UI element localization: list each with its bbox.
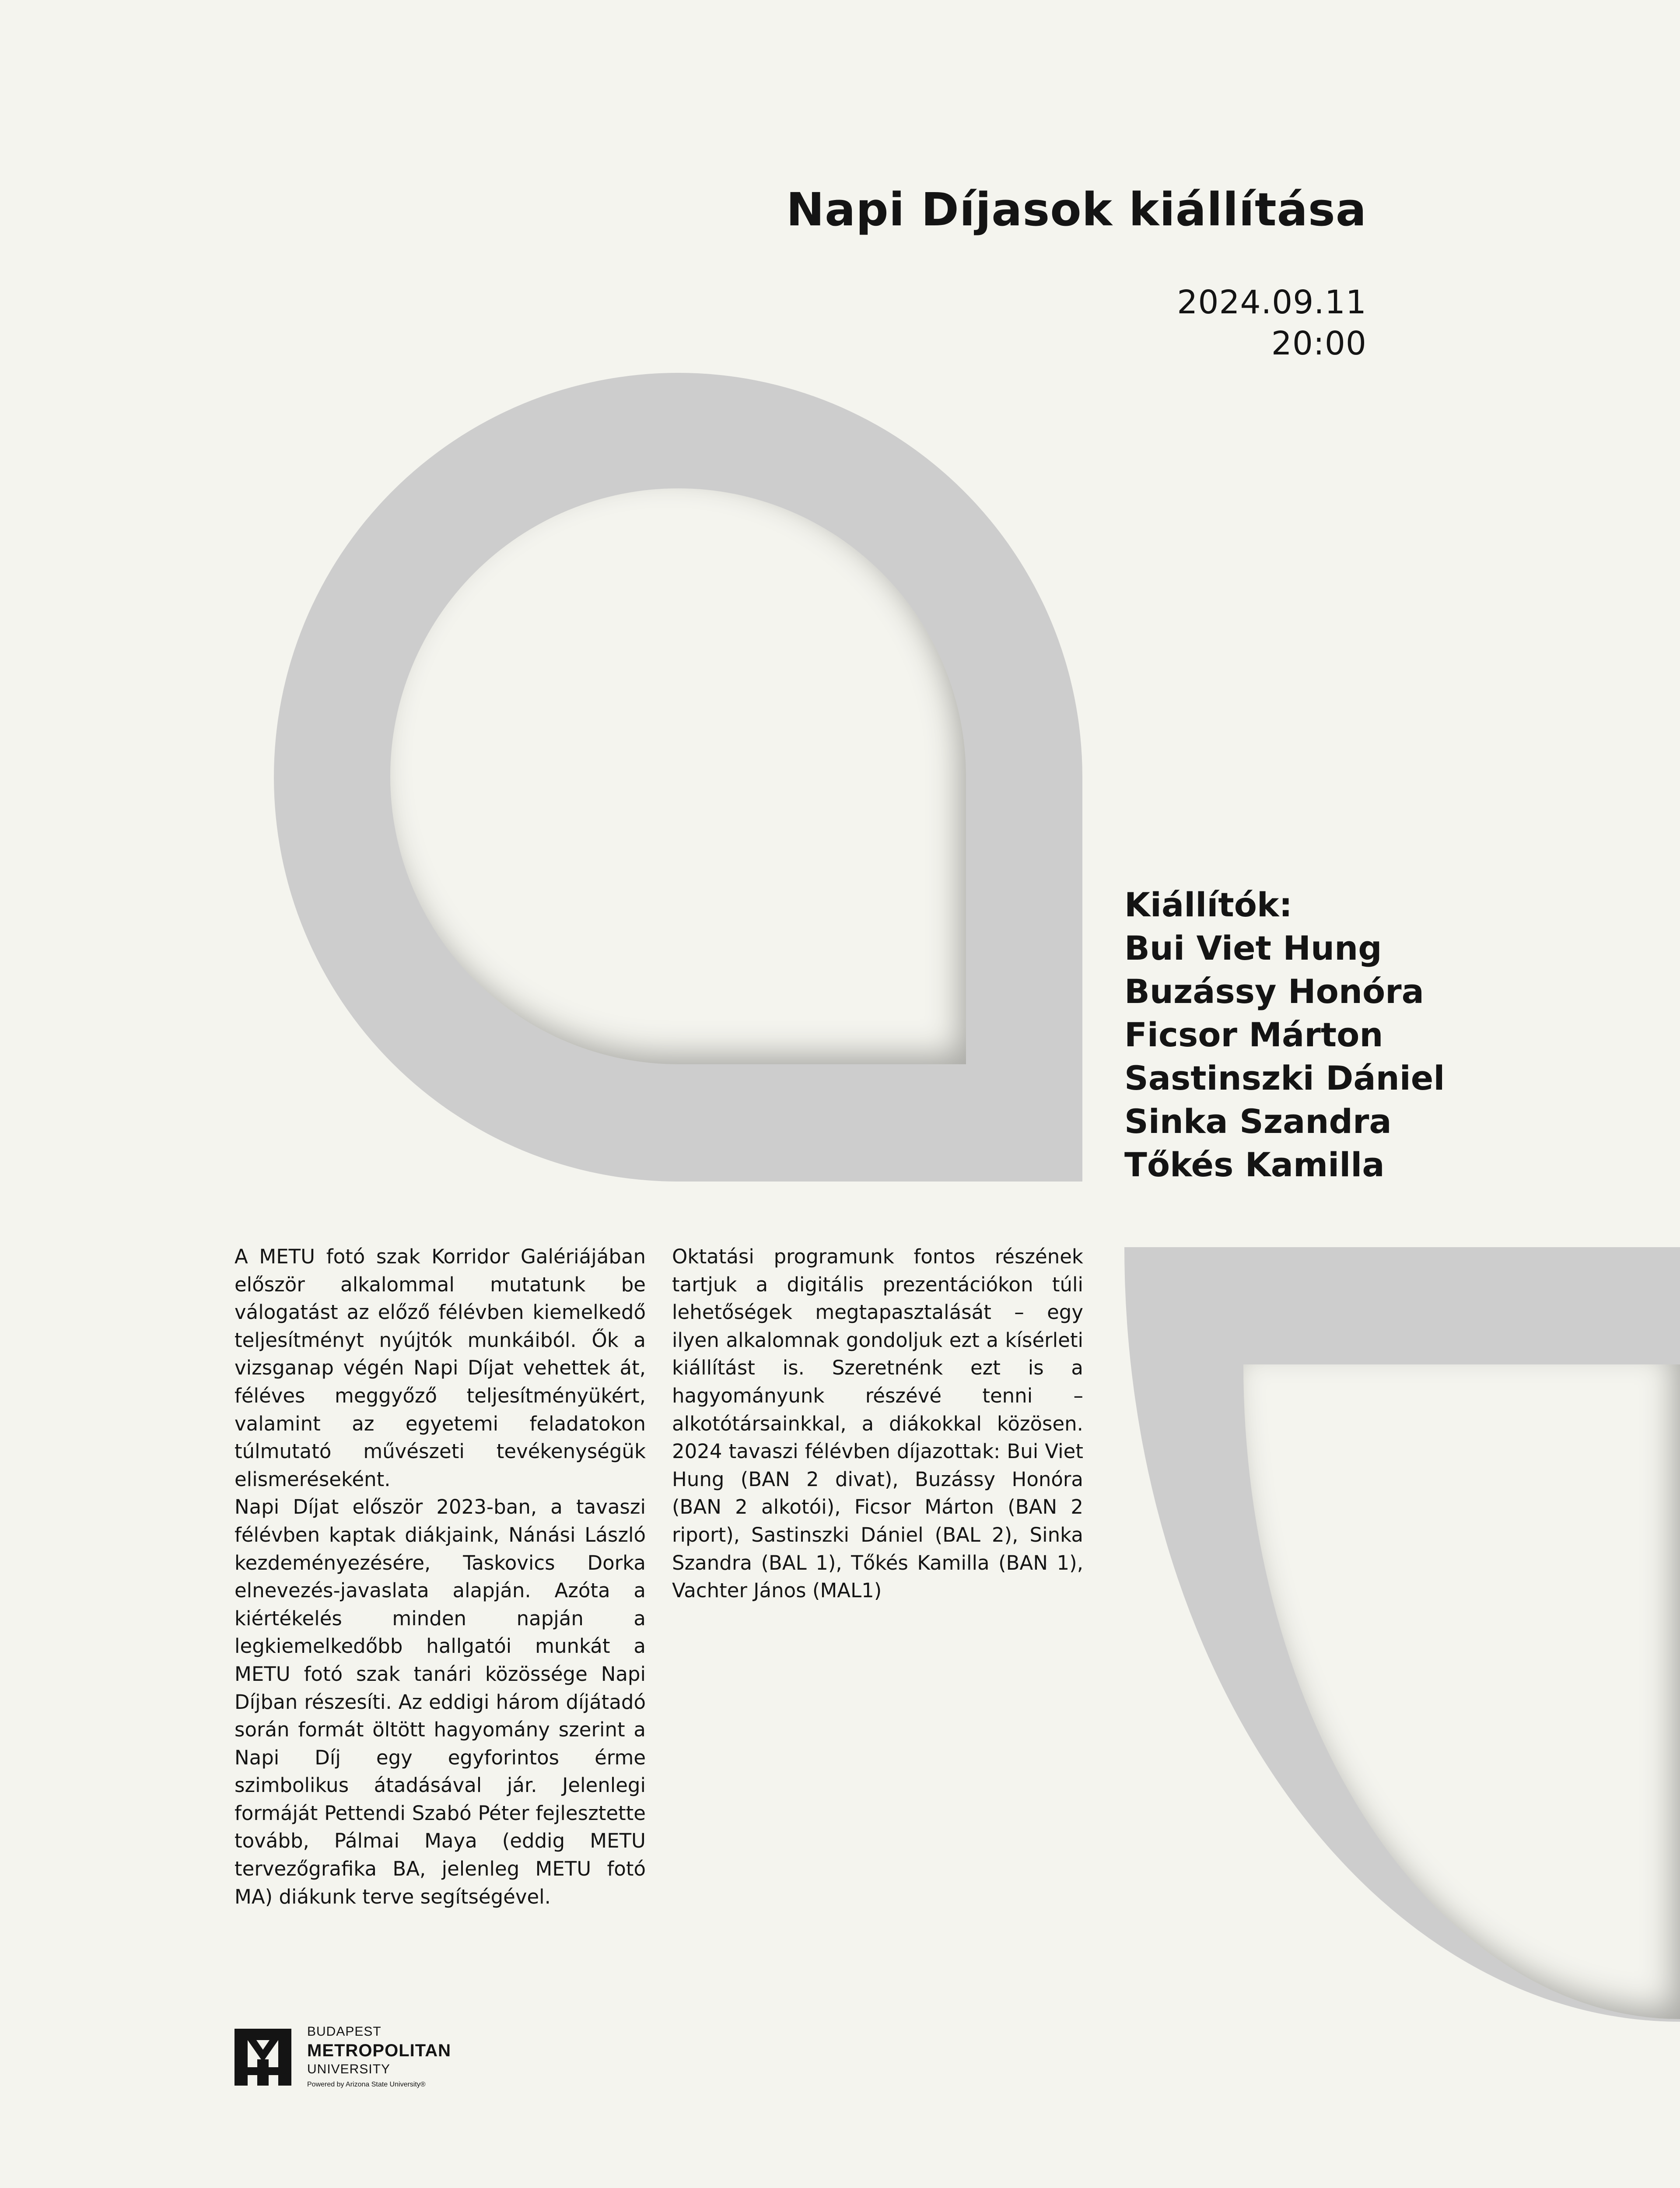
paragraph: Oktatási programunk fontos részének tartjuk a digitális prezentációkon túli lehetőségek megtapasztalását – egy ilyen alkalomnak gondoljuk ezt a kísérleti kiállítást is. Szeretnénk ezt is a hagyományunk részévé tenni – alkotótársainkkal, a diákokkal közösen. 2024 tavaszi félévben díjazottak: Bui Viet Hung (BAN 2 divat), Buzássy Honóra (BAN 2 alkotói), Ficsor Márton (BAN 2 riport), Sastinszki Dániel (BAL 2), Sinka Szandra (BAL 1), Tőkés Kamilla (BAN 1), Vachter János (MAL1) bbox=[672, 1245, 1083, 1602]
metu-logo-icon bbox=[234, 2029, 291, 2086]
logo-line-powered-by: Powered by Arizona State University® bbox=[307, 2081, 426, 2088]
lower-drop-inner bbox=[1243, 1364, 1680, 2019]
logo-wordmark bbox=[307, 2023, 451, 2088]
body-text-left bbox=[234, 1243, 646, 1911]
exhibitor-name: Bui Viet Hung bbox=[1124, 929, 1382, 968]
event-time: 20:00 bbox=[1271, 325, 1367, 362]
exhibitor-name: Tőkés Kamilla bbox=[1124, 1145, 1385, 1184]
exhibitor-name: Buzássy Honóra bbox=[1124, 972, 1424, 1011]
poster-title: Napi Díjasok kiállítása bbox=[786, 183, 1367, 236]
university-logo bbox=[234, 2023, 497, 2111]
exhibitor-name: Sastinszki Dániel bbox=[1124, 1059, 1445, 1098]
upper-drop-inner bbox=[390, 488, 966, 1064]
exhibitor-name: Sinka Szandra bbox=[1124, 1102, 1392, 1141]
logo-line-university: UNIVERSITY bbox=[307, 2062, 391, 2076]
exhibitor-name: Ficsor Márton bbox=[1124, 1015, 1383, 1054]
event-date: 2024.09.11 bbox=[1177, 284, 1367, 321]
paragraph: A METU fotó szak Korridor Galériájában először alkalommal mutatunk be válogatást az előző félévben kiemelkedő teljesítményt nyújtók munkáiból. Ők a vizsganap végén Napi Díjat vehettek át, féléves meggyőző teljesítményükért, valamint az egyetemi feladatokon túlmutató művészeti tevékenységük elismeréseként. bbox=[234, 1245, 646, 1491]
exhibitors-list bbox=[1124, 883, 1445, 1186]
paragraph: Napi Díjat először 2023-ban, a tavaszi félévben kaptak diákjaink, Nánási László kezdeményezésére, Taskovics Dorka elnevezés-javaslata alapján. Azóta a kiértékelés minden napján a legkiemelkedőbb hallgatói munkát a METU fotó szak tanári közössége Napi Díjban részesíti. Az eddigi három díjátadó során formát öltött hagyomány szerint a Napi Díj egy egyforintos érme szimbolikus átadásával jár. Jelenlegi formáját Pettendi Szabó Péter fejlesztette tovább, Pálmai Maya (eddig METU tervezőgrafika BA, jelenleg METU fotó MA) diákunk terve segítségével. bbox=[234, 1495, 646, 1908]
logo-line-metropolitan: METROPOLITAN bbox=[307, 2041, 452, 2060]
logo-line-budapest: BUDAPEST bbox=[307, 2024, 382, 2039]
exhibitors-heading: Kiállítók: bbox=[1124, 885, 1292, 924]
body-text-right bbox=[672, 1243, 1083, 1605]
